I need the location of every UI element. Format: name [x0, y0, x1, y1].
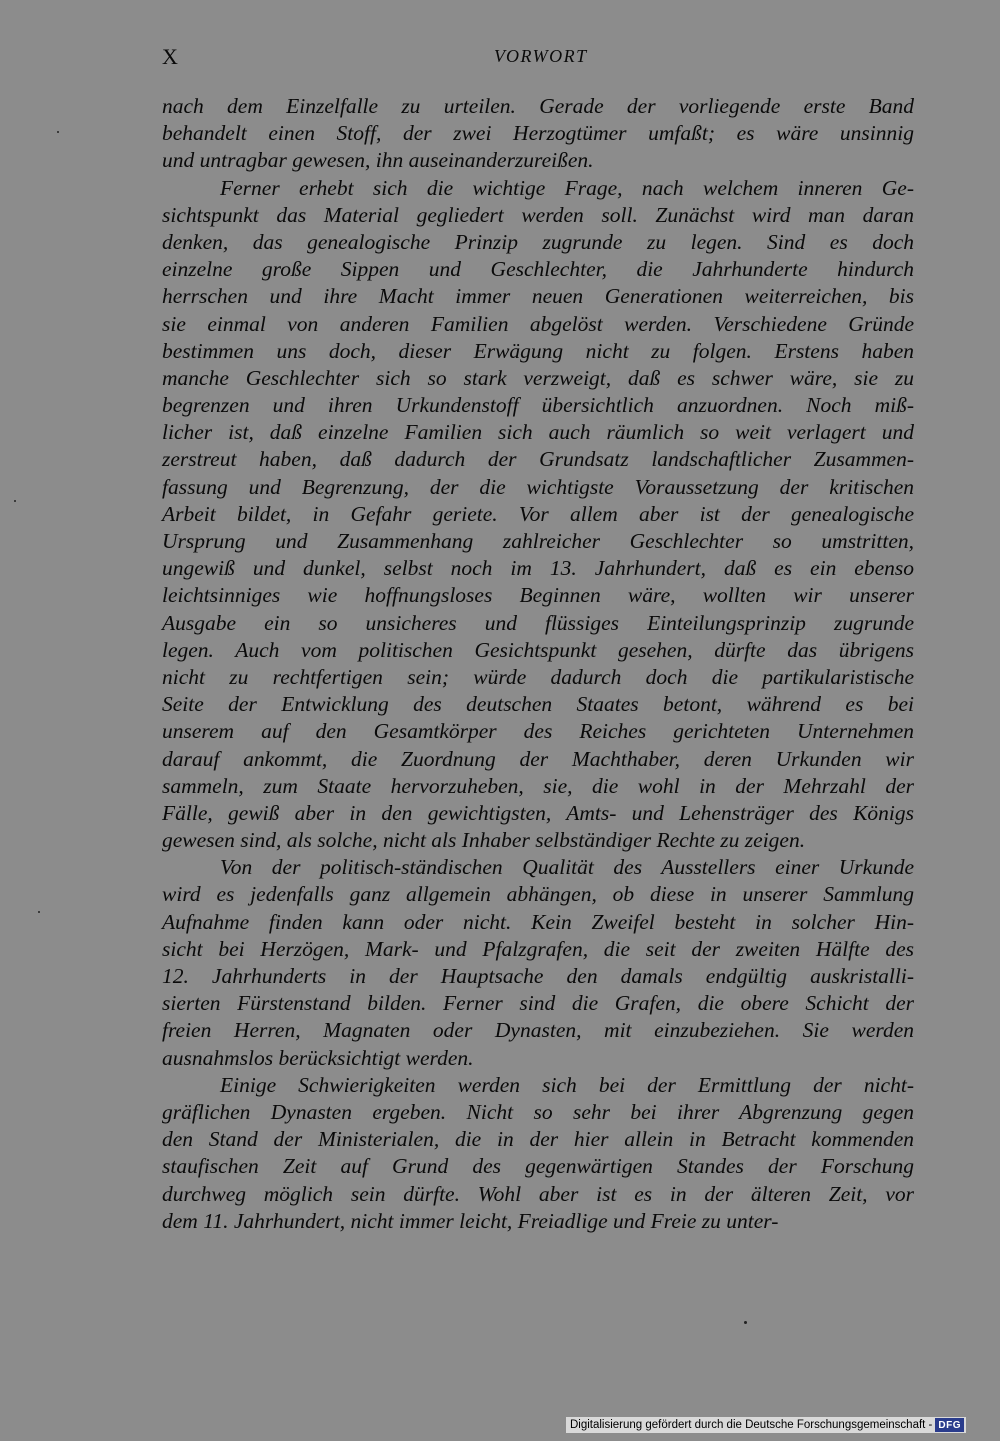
footer-credit-text: Digitalisierung gefördert durch die Deutsche Forschungsgemeinschaft -: [569, 1419, 933, 1431]
text-line: Einige Schwierigkeiten werden sich bei der Ermittlung der nicht-: [220, 1072, 914, 1097]
paragraph: [162, 1072, 914, 1235]
text-line: sicht bei Herzögen, Mark- und Pfalzgrafen, die seit der zweiten Hälfte des: [162, 936, 914, 961]
paragraph: [162, 175, 914, 855]
text-line: einzelne große Sippen und Geschlechter, die Jahrhunderte hindurch: [162, 257, 914, 282]
text-line: denken, das genealogische Prinzip zugrunde zu legen. Sind es doch: [162, 229, 914, 254]
scan-speck: [38, 911, 40, 913]
text-line: sierten Fürstenstand bilden. Ferner sind die Grafen, die obere Schicht der: [162, 991, 914, 1016]
text-line: unserem auf den Gesamtkörper des Reiches gerichteten Unternehmen: [162, 719, 914, 744]
text-line: leichtsinniges wie hoffnungsloses Beginnen wäre, wollten wir unserer: [162, 583, 914, 608]
text-line: ausnahmslos berücksichtigt werden.: [162, 1045, 474, 1070]
paragraph: [162, 93, 914, 175]
text-line: licher ist, daß einzelne Familien sich auch räumlich so weit verlagert und: [162, 420, 914, 445]
text-line: darauf ankommt, die Zuordnung der Machthaber, deren Urkunden wir: [162, 746, 914, 771]
text-line: Seite der Entwicklung des deutschen Staates betont, während es bei: [162, 692, 914, 717]
text-line: und untragbar gewesen, ihn auseinanderzureißen.: [162, 148, 594, 173]
text-line: behandelt einen Stoff, der zwei Herzogtümer umfaßt; es wäre unsinnig: [162, 121, 914, 146]
text-line: wird es jedenfalls ganz allgemein abhängen, ob diese in unserer Sammlung: [162, 882, 914, 907]
text-line: 12. Jahrhunderts in der Hauptsache den damals endgültig auskristalli-: [162, 964, 914, 988]
text-line: Ausgabe ein so unsicheres und flüssiges Einteilungsprinzip zugrunde: [162, 610, 914, 635]
text-line: ungewiß und dunkel, selbst noch im 13. Jahrhundert, daß es ein ebenso: [162, 556, 914, 581]
text-line: zerstreut haben, daß dadurch der Grundsatz landschaftlicher Zusammen-: [162, 447, 914, 472]
text-line: staufischen Zeit auf Grund des gegenwärtigen Standes der Forschung: [162, 1154, 914, 1179]
page-number: X: [162, 44, 179, 69]
text-line: sie einmal von anderen Familien abgelöst werden. Verschiedene Gründe: [162, 311, 914, 336]
text-line: gräflichen Dynasten ergeben. Nicht so sehr bei ihrer Abgrenzung gegen: [162, 1099, 914, 1124]
text-line: freien Herren, Magnaten oder Dynasten, mit einzubeziehen. Sie werden: [162, 1018, 914, 1043]
scan-speck: [14, 500, 16, 502]
scan-speck: [57, 131, 59, 133]
text-line: Arbeit bildet, in Gefahr geriete. Vor allem aber ist der genealogische: [162, 501, 914, 526]
text-line: Ursprung und Zusammenhang zahlreicher Geschlechter so umstritten,: [162, 529, 914, 553]
text-line: Aufnahme finden kann oder nicht. Kein Zweifel besteht in solcher Hin-: [162, 909, 914, 934]
text-line: manche Geschlechter sich so stark verzweigt, daß es schwer wäre, sie zu: [162, 365, 914, 390]
running-title: VORWORT: [494, 46, 588, 66]
text-line: bestimmen uns doch, dieser Erwägung nicht zu folgen. Erstens haben: [162, 338, 914, 363]
footer-credit: [566, 1417, 966, 1433]
text-line: nicht zu rechtfertigen sein; würde dadurch doch die partikularistische: [162, 664, 914, 689]
text-line: sichtspunkt das Material gegliedert werden soll. Zunächst wird man daran: [162, 202, 914, 227]
text-line: herrschen und ihre Macht immer neuen Generationen weiterreichen, bis: [162, 284, 914, 309]
text-line: fassung und Begrenzung, der die wichtigste Voraussetzung der kritischen: [162, 474, 914, 499]
text-line: durchweg möglich sein dürfte. Wohl aber ist es in der älteren Zeit, vor: [162, 1181, 914, 1206]
paragraph: [162, 854, 914, 1072]
scan-speck: [744, 1321, 747, 1324]
text-line: gewesen sind, als solche, nicht als Inhaber selbständiger Rechte zu zeigen.: [162, 828, 806, 853]
text-line: Ferner erhebt sich die wichtige Frage, nach welchem inneren Ge-: [220, 175, 914, 200]
dfg-logo: DFG: [935, 1418, 964, 1432]
text-line: Fälle, gewiß aber in den gewichtigsten, Amts- und Lehensträger des Königs: [162, 800, 914, 825]
text-line: nach dem Einzelfalle zu urteilen. Gerade der vorliegende erste Band: [162, 94, 914, 118]
text-line: den Stand der Ministerialen, die in der hier allein in Betracht kommenden: [162, 1127, 914, 1152]
body-text: [162, 93, 914, 1235]
text-line: legen. Auch vom politischen Gesichtspunkt gesehen, dürfte das übrigens: [162, 637, 914, 662]
text-line: dem 11. Jahrhundert, nicht immer leicht, Freiadlige und Freie zu unter-: [162, 1208, 779, 1233]
text-line: sammeln, zum Staate hervorzuheben, sie, die wohl in der Mehrzahl der: [162, 773, 914, 798]
page-header: [162, 44, 914, 74]
text-line: begrenzen und ihren Urkundenstoff übersichtlich anzuordnen. Noch miß-: [162, 393, 914, 418]
text-line: Von der politisch-ständischen Qualität des Ausstellers einer Urkunde: [220, 855, 914, 880]
